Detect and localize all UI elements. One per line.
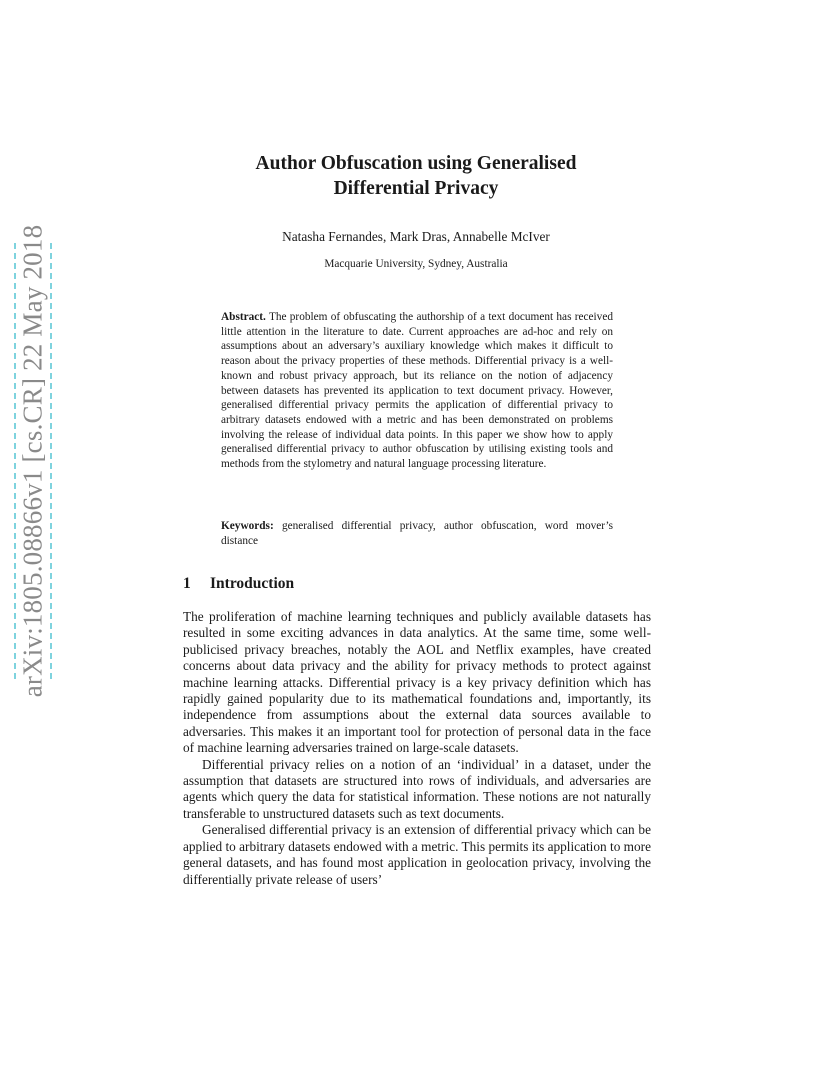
author-list: Natasha Fernandes, Mark Dras, Annabelle McIver (282, 229, 550, 244)
keywords-text: generalised differential privacy, author obfuscation, word mover’s distance (221, 520, 613, 547)
arxiv-identifier: arXiv:1805.08866v1 [cs.CR] 22 May 2018 (17, 224, 48, 698)
paper-title (183, 151, 649, 201)
paragraph: Generalised differential privacy is an extension of differential privacy which can be applied to arbitrary datasets endowed with a metric. This permits its application to more general datasets, and has found most application in geolocation privacy, involving the differentially private release of users’ (183, 822, 651, 887)
keywords (221, 519, 613, 548)
arxiv-stamp (14, 224, 52, 698)
introduction-body (183, 609, 651, 888)
paragraph: The proliferation of machine learning techniques and publicly available datasets has resulted in some exciting advances in data analytics. At the same time, some well-publicised privacy breaches, notably the AOL and Netflix examples, have created concerns about data privacy and the ability for privacy methods to protect against machine learning attacks. Differential privacy is a key privacy definition which has rapidly gained popularity due to its mathematical foundations and, importantly, its independence from assumptions about the external data sources available to adversaries. This makes it an important tool for protection of personal data in the face of machine learning adversaries trained on large-scale datasets. (183, 609, 651, 756)
paragraph: Differential privacy relies on a notion of an ‘individual’ in a dataset, under the assumption that datasets are structured into rows of individuals, and adversaries are agents which query the data for statistical information. These notions are not naturally transferable to unstructured datasets such as text documents. (183, 756, 651, 821)
abstract (221, 310, 613, 472)
keywords-label: Keywords: (221, 520, 274, 532)
abstract-label: Abstract. (221, 311, 266, 323)
abstract-text: The problem of obfuscating the authorship of a text document has received little attention in the literature to date. Current approaches are ad-hoc and rely on assumptions about an adversary’s auxiliary knowledge which makes it difficult to reason about the privacy properties of these methods. Differential privacy is a well-known and robust privacy approach, but its reliance on the notion of adjacency between datasets has prevented its application to text document privacy. However, generalised differential privacy permits the application of differential privacy to arbitrary datasets endowed with a metric and has been demonstrated on problems involving the release of individual data points. In this paper we show how to apply generalised differential privacy to author obfuscation by utilising existing tools and methods from the stylometry and natural language processing literature. (221, 311, 613, 471)
section-number: 1 (183, 575, 191, 592)
section-title: Introduction (210, 575, 295, 592)
title-line-1: Author Obfuscation using Generalised (255, 153, 577, 174)
section-heading-introduction (183, 575, 294, 593)
affiliation: Macquarie University, Sydney, Australia (324, 258, 508, 270)
title-line-2: Differential Privacy (333, 178, 499, 199)
